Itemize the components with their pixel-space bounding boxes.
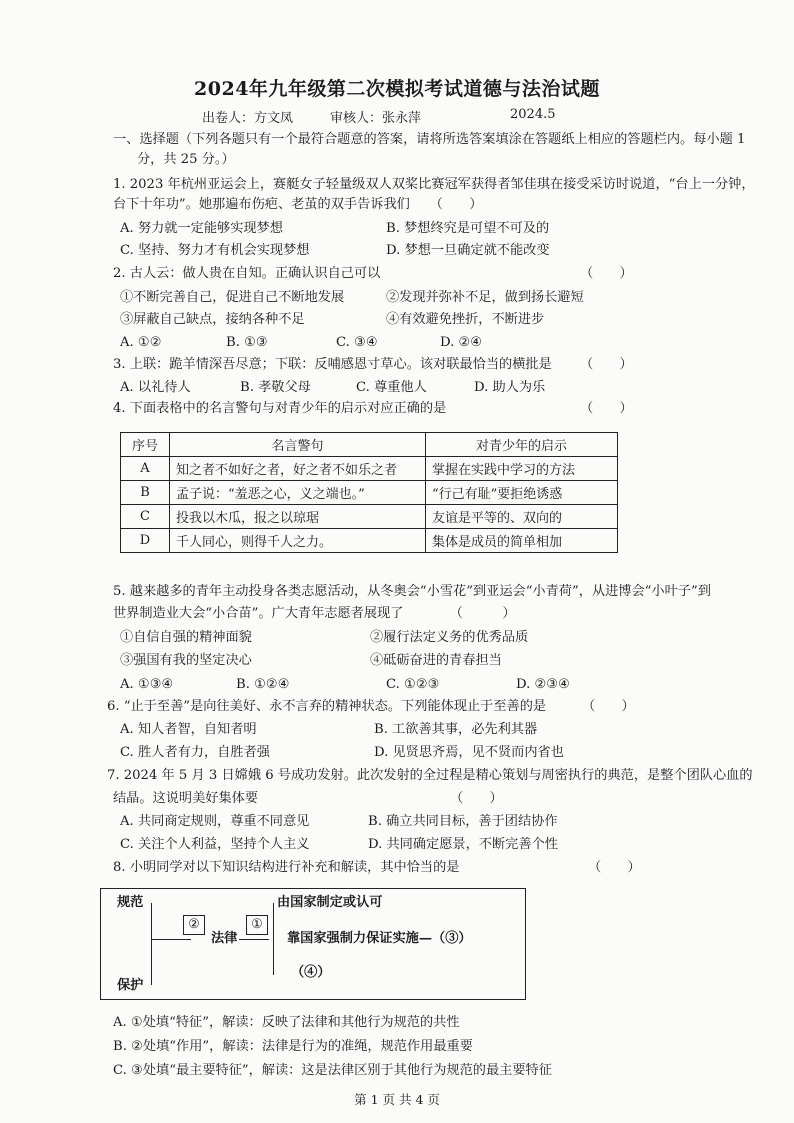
q5-statement-1: ①自信自强的精神面貌 — [120, 630, 252, 645]
table-row — [121, 481, 618, 505]
diagram-baohu: 保护 — [117, 978, 144, 993]
diagram-blank-1: ① — [246, 915, 268, 935]
table-header: 序号 — [121, 433, 170, 457]
table-header: 对青少年的启示 — [426, 433, 618, 457]
q8-option-a: A. ①处填“特征”，解读：反映了法律和其他行为规范的共性 — [113, 1015, 460, 1030]
table-header-row — [121, 433, 618, 457]
q7-option-d: D. 共同确定愿景，不断完善个性 — [368, 837, 558, 852]
q1-option-b: B. 梦想终究是可望不可及的 — [386, 221, 550, 236]
q6-stem: 6. “止于至善”是向往美好、永不言弃的精神状态。下列能体现止于至善的是 — [107, 699, 547, 714]
q2-statement-4: ④有效避免挫折，不断进步 — [386, 312, 545, 327]
q1-option-d: D. 梦想一旦确定就不能改变 — [386, 243, 550, 258]
q7-answer-paren: （ ） — [450, 791, 503, 806]
reviewer: 审核人：张永萍 — [330, 111, 422, 126]
q1-stem-2: 台下十年功”。她那遍布伤疤、老茧的双手告诉我们 （ ） — [113, 197, 483, 212]
q7-stem-2: 结晶。这说明美好集体要 — [113, 791, 259, 806]
table-cell: D — [121, 529, 170, 553]
q2-answer-paren: （ ） — [580, 266, 633, 281]
q1-stem: 1. 2023 年杭州亚运会上，赛艇女子轻量级双人双桨比赛冠军获得者邹佳琪在接受采访时说道，“台上一分钟， — [113, 177, 755, 192]
q5-stem-2: 世界制造业大会“小合苗”。广大青年志愿者展现了 （ ） — [113, 606, 516, 621]
q6-answer-paren: （ ） — [582, 699, 635, 714]
table-row — [121, 529, 618, 553]
q2-statement-3: ③屏蔽自己缺点，接纳各种不足 — [120, 312, 305, 327]
section-instructions: 一、选择题（下列各题只有一个最符合题意的答案，请将所选答案填涂在答题纸上相应的答题栏内。每小题 1 — [113, 132, 746, 147]
quote-table — [120, 432, 618, 553]
date: 2024.5 — [510, 107, 556, 122]
q3-option-c: C. 尊重他人 — [356, 380, 427, 395]
q7-option-c: C. 关注个人利益，坚持个人主义 — [120, 837, 310, 852]
q3-option-b: B. 孝敬父母 — [240, 380, 311, 395]
diagram-falv: 法律 — [211, 931, 238, 946]
q2-option-a: A. ①② — [120, 335, 162, 350]
q5-option-a: A. ①③④ — [120, 677, 174, 692]
q4-answer-paren: （ ） — [580, 401, 633, 416]
q5-statement-4: ④砥砺奋进的青春担当 — [370, 653, 502, 668]
diagram-connector — [151, 939, 191, 940]
diagram-branch-2: 靠国家强制力保证实施—（③） — [287, 931, 472, 946]
q8-stem: 8. 小明同学对以下知识结构进行补充和解读，其中恰当的是 — [113, 860, 460, 875]
table-cell: 孟子说：“羞恶之心，义之端也。” — [170, 481, 426, 505]
diagram-guifan: 规范 — [117, 895, 144, 910]
q1-option-a: A. 努力就一定能够实现梦想 — [120, 221, 283, 236]
page-title: 2024年九年级第二次模拟考试道德与法治试题 — [194, 78, 600, 100]
q3-option-d: D. 助人为乐 — [474, 380, 546, 395]
diagram-bracket-line — [151, 903, 152, 985]
q8-answer-paren: （ ） — [588, 860, 641, 875]
q4-stem: 4. 下面表格中的名言警句与对青少年的启示对应正确的是 — [113, 401, 447, 416]
q6-option-d: D. 见贤思齐焉，见不贤而内省也 — [374, 745, 564, 760]
q7-stem: 7. 2024 年 5 月 3 日嫦娥 6 号成功发射。此次发射的全过程是精心策划与周密执行的典范，是整个团队心血的 — [107, 768, 753, 783]
q5-option-c: C. ①②③ — [386, 677, 440, 692]
q2-statement-1: ①不断完善自己，促进自己不断地发展 — [120, 290, 345, 305]
q5-option-b: B. ①②④ — [236, 677, 290, 692]
q5-statement-3: ③强国有我的坚定决心 — [120, 653, 252, 668]
table-cell: A — [121, 457, 170, 481]
q6-option-a: A. 知人者智，自知者明 — [120, 722, 257, 737]
q5-statement-2: ②履行法定义务的优秀品质 — [370, 630, 529, 645]
table-cell: 掌握在实践中学习的方法 — [426, 457, 618, 481]
q1-option-c: C. 坚持、努力才有机会实现梦想 — [120, 243, 310, 258]
q7-option-a: A. 共同商定规则，尊重不同意见 — [120, 814, 310, 829]
table-cell: 投我以木瓜，报之以琼琚 — [170, 505, 426, 529]
q8-option-b: B. ②处填“作用”，解读：法律是行为的准绳，规范作用最重要 — [113, 1039, 473, 1054]
table-cell: 知之者不如好之者，好之者不如乐之者 — [170, 457, 426, 481]
q6-option-b: B. 工欲善其事，必先利其器 — [374, 722, 538, 737]
q6-option-c: C. 胜人者有力，自胜者强 — [120, 745, 270, 760]
section-instructions-2: 分，共 25 分。） — [137, 152, 235, 167]
page-footer: 第 1 页 共 4 页 — [354, 1092, 440, 1107]
q2-option-d: D. ②④ — [440, 335, 483, 350]
q3-answer-paren: （ ） — [580, 357, 633, 372]
q3-stem: 3. 上联：跪羊情深吾尽意；下联：反哺感恩寸草心。该对联最恰当的横批是 — [113, 357, 552, 372]
table-row — [121, 505, 618, 529]
diagram-brace-line — [273, 903, 274, 975]
table-cell: C — [121, 505, 170, 529]
table-cell: 集体是成员的简单相加 — [426, 529, 618, 553]
diagram-blank-2: ② — [183, 915, 205, 935]
q3-option-a: A. 以礼待人 — [120, 380, 191, 395]
q5-option-d: D. ②③④ — [516, 677, 570, 692]
diagram-branch-3: （④） — [291, 965, 331, 980]
table-cell: 千人同心，则得千人之力。 — [170, 529, 426, 553]
q2-stem: 2. 古人云：做人贵在自知。正确认识自己可以 — [113, 266, 381, 281]
table-cell: 友谊是平等的、双向的 — [426, 505, 618, 529]
diagram-branch-1: 由国家制定或认可 — [277, 895, 383, 910]
table-header: 名言警句 — [170, 433, 426, 457]
setter: 出卷人：方文凤 — [202, 111, 294, 126]
q8-option-c: C. ③处填“最主要特征”，解读：这是法律区别于其他行为规范的最主要特征 — [113, 1063, 552, 1078]
q5-stem: 5. 越来越多的青年主动投身各类志愿活动，从冬奥会“小雪花”到亚运会“小青荷”，从进博会“小叶子”到 — [113, 584, 711, 599]
knowledge-structure-diagram — [100, 888, 526, 1000]
q2-option-c: C. ③④ — [336, 335, 378, 350]
q2-statement-2: ②发现并弥补不足，做到扬长避短 — [386, 290, 584, 305]
diagram-connector — [239, 939, 269, 940]
q7-option-b: B. 确立共同目标，善于团结协作 — [368, 814, 558, 829]
table-cell: B — [121, 481, 170, 505]
table-cell: “行己有耻”要拒绝诱惑 — [426, 481, 618, 505]
table-row — [121, 457, 618, 481]
q2-option-b: B. ①③ — [226, 335, 268, 350]
